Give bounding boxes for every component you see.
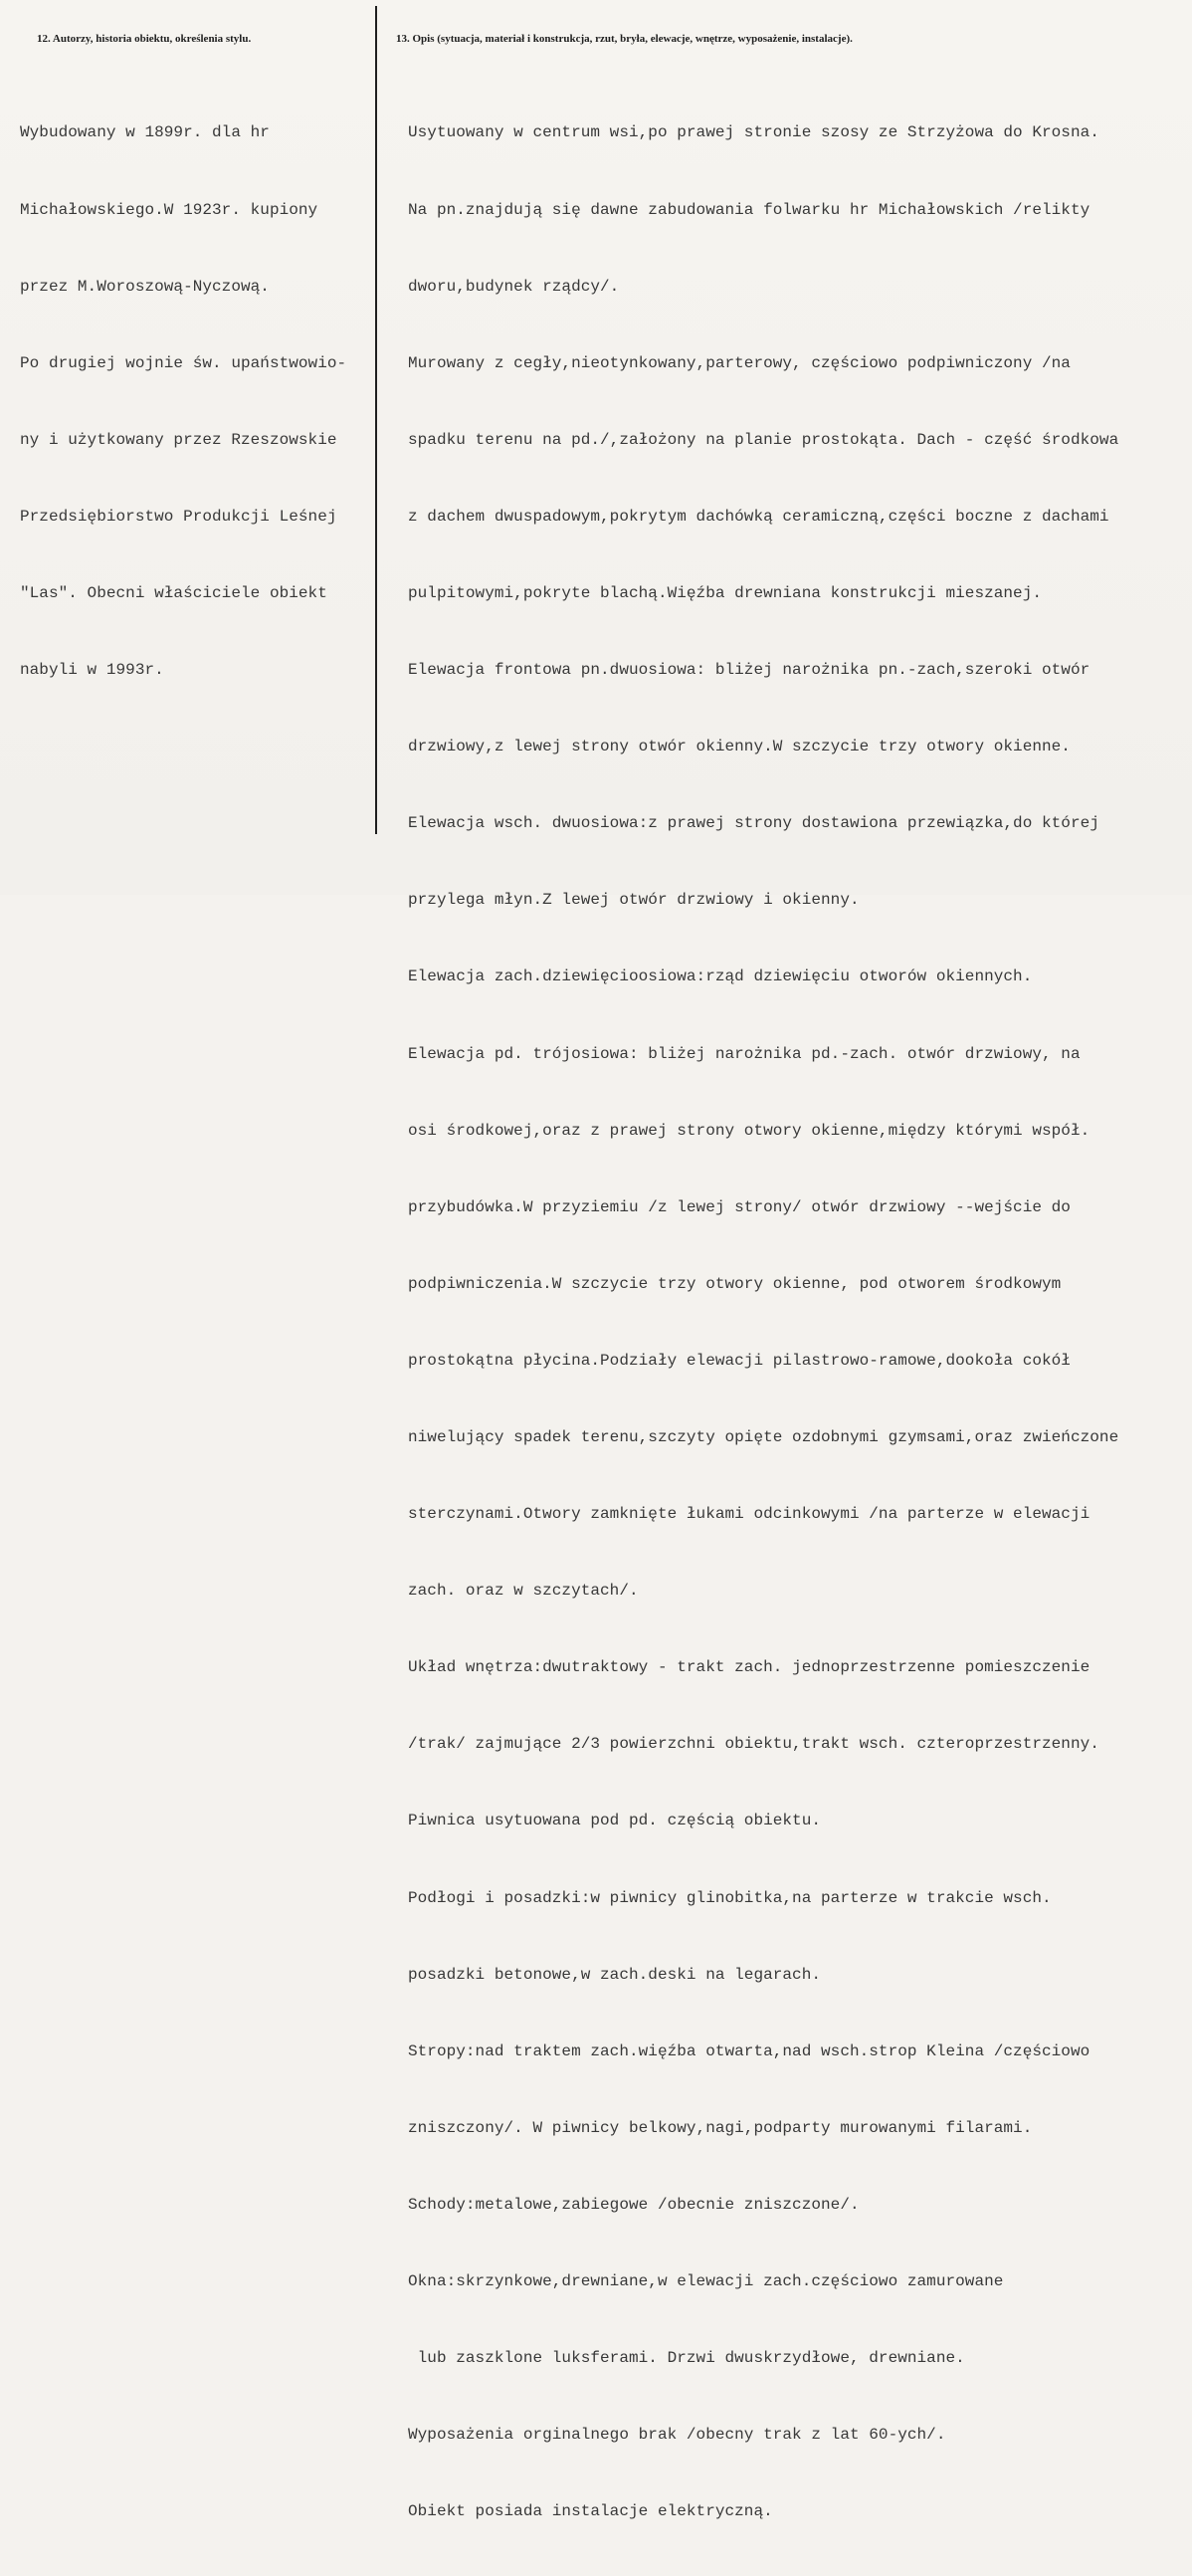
body-line: Usytuowany w centrum wsi,po prawej stronie szosy ze Strzyżowa do Krosna. [408, 123, 1099, 142]
body-line: Murowany z cegły,nieotynkowany,parterowy, częściowo podpiwniczony /na [408, 353, 1071, 372]
body-line: Po drugiej wojnie św. upaństwowio- [20, 353, 347, 372]
body-line: Elewacja pd. trójosiowa: bliżej narożnika pd.-zach. otwór drzwiowy, na [408, 1044, 1081, 1063]
section-13-heading: 13. Opis (sytuacja, materiał i konstrukcja, rzut, bryła, elewacje, wnętrze, wyposażenie, instalacje). [396, 33, 853, 45]
section-13-body [408, 70, 1118, 2576]
body-line: Układ wnętrza:dwutraktowy - trakt zach. jednoprzestrzenne pomieszczenie [408, 1658, 1091, 1677]
body-line: nabyli w 1993r. [20, 661, 164, 680]
body-line: Stropy:nad traktem zach.więźba otwarta,nad wsch.strop Kleina /częściowo [408, 2041, 1091, 2060]
body-line: spadku terenu na pd./,założony na planie prostokąta. Dach - część środkowa [408, 430, 1119, 449]
body-line: pulpitowymi,pokryte blachą.Więźba drewniana konstrukcji mieszanej. [408, 583, 1043, 602]
body-line: /trak/ zajmujące 2/3 powierzchni obiektu,trakt wsch. czteroprzestrzenny. [408, 1735, 1099, 1754]
body-line: Elewacja frontowa pn.dwuosiowa: bliżej narożnika pn.-zach,szeroki otwór [408, 661, 1091, 680]
body-line: Wyposażenia orginalnego brak /obecny trak z lat 60-ych/. [408, 2426, 946, 2445]
body-line: Wybudowany w 1899r. dla hr [20, 123, 270, 142]
body-line: dworu,budynek rządcy/. [408, 277, 620, 296]
body-line: ny i użytkowany przez Rzeszowskie [20, 430, 337, 449]
body-line: niwelujący spadek terenu,szczyty opięte ozdobnymi gzymsami,oraz zwieńczone [408, 1428, 1119, 1446]
body-line: Piwnica usytuowana pod pd. częścią obiektu. [408, 1812, 822, 1830]
body-line: Podłogi i posadzki:w piwnicy glinobitka,na parterze w trakcie wsch. [408, 1888, 1052, 1907]
body-line: przez M.Woroszową-Nyczową. [20, 277, 270, 296]
body-line: zniszczony/. W piwnicy belkowy,nagi,podparty murowanymi filarami. [408, 2118, 1033, 2137]
body-line: z dachem dwuspadowym,pokrytym dachówką ceramiczną,części boczne z dachami [408, 507, 1109, 526]
section-12-body [20, 70, 346, 735]
body-line: Obiekt posiada instalacje elektryczną. [408, 2502, 773, 2521]
body-line: Elewacja wsch. dwuosiowa:z prawej strony dostawiona przewiązka,do której [408, 814, 1099, 833]
body-line: Michałowskiego.W 1923r. kupiony [20, 200, 318, 219]
body-line: przybudówka.W przyziemiu /z lewej strony/ otwór drzwiowy --wejście do [408, 1197, 1071, 1216]
body-line: sterczynami.Otwory zamknięte łukami odcinkowymi /na parterze w elewacji [408, 1505, 1091, 1524]
body-line: Przedsiębiorstwo Produkcji Leśnej [20, 507, 337, 526]
body-line: lub zaszklone luksferami. Drzwi dwuskrzydłowe, drewniane. [408, 2349, 965, 2368]
body-line: osi środkowej,oraz z prawej strony otwory okienne,między którymi współ. [408, 1121, 1091, 1140]
body-line: drzwiowy,z lewej strony otwór okienny.W szczycie trzy otwory okienne. [408, 738, 1071, 756]
body-line: zach. oraz w szczytach/. [408, 1582, 639, 1601]
body-line: Okna:skrzynkowe,drewniane,w elewacji zach.częściowo zamurowane [408, 2272, 1004, 2291]
body-line: Schody:metalowe,zabiegowe /obecnie zniszczone/. [408, 2195, 860, 2214]
body-line: posadzki betonowe,w zach.deski na legarach. [408, 1965, 822, 1984]
body-line: przylega młyn.Z lewej otwór drzwiowy i okienny. [408, 891, 860, 910]
body-line: podpiwniczenia.W szczycie trzy otwory okienne, pod otworem środkowym [408, 1274, 1062, 1293]
body-line: Na pn.znajdują się dawne zabudowania folwarku hr Michałowskich /relikty [408, 200, 1091, 219]
section-12-heading: 12. Autorzy, historia obiektu, określenia stylu. [37, 33, 252, 45]
body-line: Elewacja zach.dziewięcioosiowa:rząd dziewięciu otworów okiennych. [408, 967, 1033, 986]
body-line: prostokątna płycina.Podziały elewacji pilastrowo-ramowe,dookoła cokół [408, 1351, 1071, 1370]
column-divider [375, 6, 377, 834]
body-line: "Las". Obecni właściciele obiekt [20, 583, 327, 602]
